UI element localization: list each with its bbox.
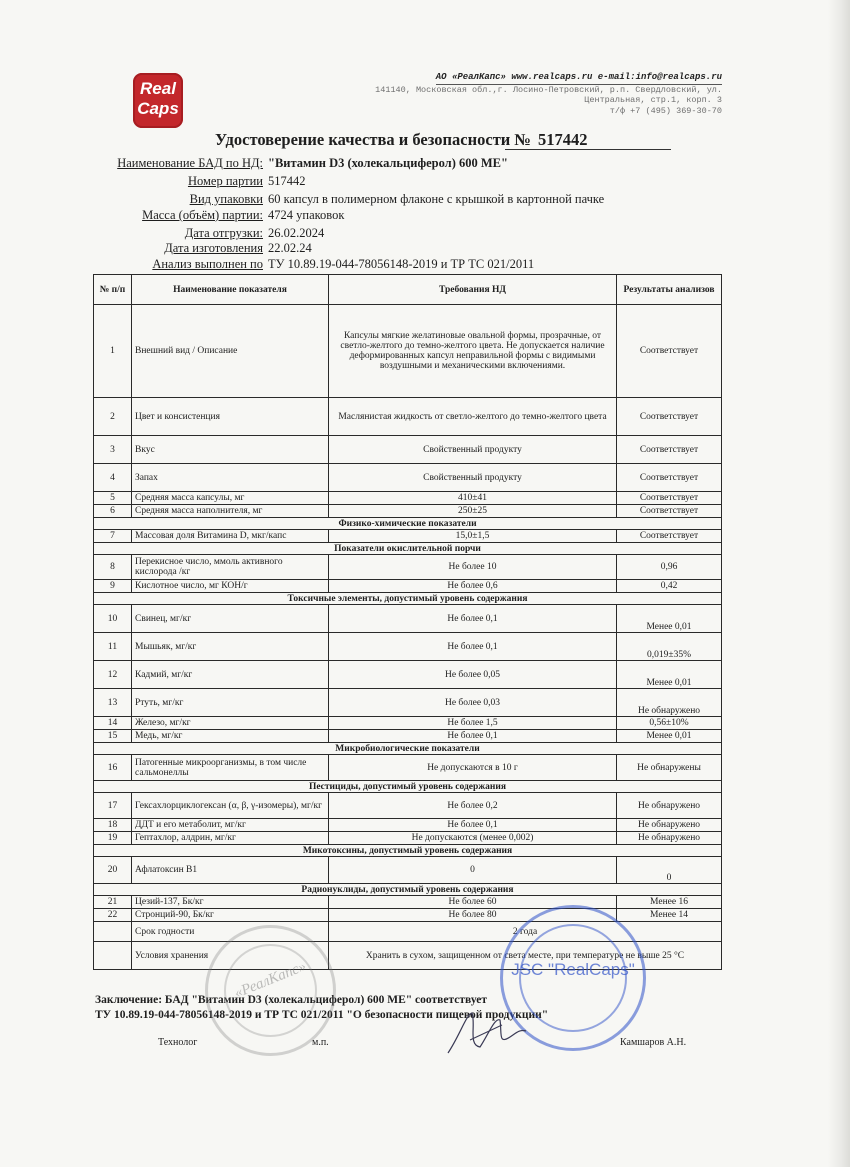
- requirement: Не более 0,6: [329, 580, 617, 593]
- result: Не обнаружены: [617, 755, 722, 781]
- logo-line-1: Real: [140, 79, 176, 98]
- row-number: 18: [94, 819, 132, 832]
- phone-line: т/ф +7 (495) 369-30-70: [609, 105, 722, 116]
- result: Соответствует: [617, 530, 722, 543]
- section-row: [94, 845, 722, 857]
- table-row: [94, 819, 722, 832]
- requirement: Свойственный продукту: [329, 464, 617, 492]
- indicator-name: Ртуть, мг/кг: [132, 689, 329, 717]
- row-number: 9: [94, 580, 132, 593]
- footer-label: Условия хранения: [132, 942, 329, 970]
- handwritten-signature: [440, 1005, 530, 1060]
- section-row: [94, 781, 722, 793]
- requirement: 410±41: [329, 492, 617, 505]
- row-number: 17: [94, 793, 132, 819]
- result: Соответствует: [617, 436, 722, 464]
- indicator-name: Медь, мг/кг: [132, 730, 329, 743]
- indicator-name: Цезий-137, Бк/кг: [132, 896, 329, 909]
- stamp-place: м.п.: [312, 1037, 329, 1048]
- table-row: [94, 436, 722, 464]
- section-row: [94, 543, 722, 555]
- table-row: [94, 580, 722, 593]
- blue-stamp-text: JSC "RealCaps": [511, 960, 635, 979]
- row-number: 7: [94, 530, 132, 543]
- info-label: Номер партии: [187, 174, 263, 188]
- table-row: [94, 896, 722, 909]
- section-row: [94, 518, 722, 530]
- table-row: [94, 305, 722, 398]
- info-label: Масса (объём) партии:: [142, 208, 263, 222]
- requirement: Не допускаются (менее 0,002): [329, 832, 617, 845]
- result: 0,56±10%: [617, 717, 722, 730]
- table-row: [94, 555, 722, 580]
- section-row: [94, 884, 722, 896]
- footer-value: Хранить в сухом, защищенном от света месте, при температуре не выше 25 °С: [329, 942, 722, 970]
- table-row: [94, 530, 722, 543]
- row-number: 16: [94, 755, 132, 781]
- gray-company-stamp: [205, 925, 336, 1056]
- result: Соответствует: [617, 464, 722, 492]
- requirement: Не более 0,1: [329, 730, 617, 743]
- result: Соответствует: [617, 505, 722, 518]
- section-title: Пестициды, допустимый уровень содержания: [94, 781, 722, 793]
- requirement: Маслянистая жидкость от светло-желтого до темно-желтого цвета: [329, 398, 617, 436]
- requirement: Не более 1,5: [329, 717, 617, 730]
- table-row: [94, 689, 722, 717]
- indicator-name: ДДТ и его метаболит, мг/кг: [132, 819, 329, 832]
- header-requirements: Требования НД: [329, 275, 617, 305]
- table-row: [94, 633, 722, 661]
- document-title: Удостоверение качества и безопасности №: [215, 130, 532, 149]
- requirement: Не более 60: [329, 896, 617, 909]
- table-row: [94, 857, 722, 884]
- indicator-name: Стронций-90, Бк/кг: [132, 909, 329, 922]
- requirement: 250±25: [329, 505, 617, 518]
- requirement: Капсулы мягкие желатиновые овальной формы, прозрачные, от светло-желтого до темно-желтого цвета. Не допускается наличие деформированных капсул неправильной формы с видимыми воздушными и механическими включениями.: [329, 305, 617, 398]
- requirement: Свойственный продукту: [329, 436, 617, 464]
- indicator-name: Внешний вид / Описание: [132, 305, 329, 398]
- row-number: 19: [94, 832, 132, 845]
- result: 0: [617, 857, 722, 884]
- requirement: Не более 0,2: [329, 793, 617, 819]
- signature-role: Технолог: [158, 1037, 198, 1048]
- requirement: Не более 0,05: [329, 661, 617, 689]
- table-row: [94, 909, 722, 922]
- row-number: 6: [94, 505, 132, 518]
- requirement: 0: [329, 857, 617, 884]
- table-row: [94, 505, 722, 518]
- indicator-name: Цвет и консистенция: [132, 398, 329, 436]
- indicator-name: Средняя масса капсулы, мг: [132, 492, 329, 505]
- section-title: Токсичные элементы, допустимый уровень содержания: [94, 593, 722, 605]
- indicator-name: Массовая доля Витамина D, мкг/капс: [132, 530, 329, 543]
- row-number: 11: [94, 633, 132, 661]
- info-value: 517442: [268, 174, 306, 188]
- gray-stamp-text: «РеалКапс»: [232, 958, 309, 1002]
- table-row: [94, 464, 722, 492]
- header-indicator: Наименование показателя: [132, 275, 329, 305]
- header-results: Результаты анализов: [617, 275, 722, 305]
- requirement: Не допускаются в 10 г: [329, 755, 617, 781]
- table-row: [94, 717, 722, 730]
- quality-table: [93, 274, 722, 970]
- row-number: 10: [94, 605, 132, 633]
- result: Соответствует: [617, 492, 722, 505]
- result: Не обнаружено: [617, 793, 722, 819]
- row-number: 13: [94, 689, 132, 717]
- indicator-name: Кадмий, мг/кг: [132, 661, 329, 689]
- row-number: 22: [94, 909, 132, 922]
- row-number: 3: [94, 436, 132, 464]
- row-number: 21: [94, 896, 132, 909]
- info-label: Дата изготовления: [164, 241, 263, 255]
- address-line-1: 141140, Московская обл.,г. Лосино-Петровский, р.п. Свердловский, ул.: [375, 84, 722, 95]
- row-number: 15: [94, 730, 132, 743]
- logo-line-2: Caps: [137, 99, 179, 118]
- requirement: Не более 0,1: [329, 605, 617, 633]
- section-title: Физико-химические показатели: [94, 518, 722, 530]
- result: Менее 14: [617, 909, 722, 922]
- row-number: 12: [94, 661, 132, 689]
- indicator-name: Гептахлор, алдрин, мг/кг: [132, 832, 329, 845]
- result: Не обнаружено: [617, 819, 722, 832]
- table-row: [94, 832, 722, 845]
- empty-cell: [94, 942, 132, 970]
- result: 0,42: [617, 580, 722, 593]
- row-number: 2: [94, 398, 132, 436]
- row-number: 14: [94, 717, 132, 730]
- table-row: [94, 755, 722, 781]
- info-value: 60 капсул в полимерном флаконе с крышкой в картонной пачке: [268, 192, 605, 206]
- section-row: [94, 593, 722, 605]
- info-value: 26.02.2024: [268, 226, 325, 240]
- row-number: 4: [94, 464, 132, 492]
- company-header-line: АО «РеалКапс» www.realcaps.ru e-mail:info@realcaps.ru: [436, 72, 722, 85]
- result: Менее 0,01: [617, 730, 722, 743]
- indicator-name: Свинец, мг/кг: [132, 605, 329, 633]
- empty-cell: [94, 922, 132, 942]
- conclusion-line-1: Заключение: БАД "Витамин D3 (холекальциферол) 600 МЕ" соответствует: [95, 994, 487, 1006]
- realcaps-logo: [133, 73, 183, 128]
- footer-value: 2 года: [329, 922, 722, 942]
- indicator-name: Патогенные микроорганизмы, в том числе сальмонеллы: [132, 755, 329, 781]
- result: Не обнаружено: [617, 689, 722, 717]
- requirement: Не более 0,03: [329, 689, 617, 717]
- info-label: Вид упаковки: [189, 192, 263, 206]
- section-title: Показатели окислительной порчи: [94, 543, 722, 555]
- row-number: 20: [94, 857, 132, 884]
- result: Менее 16: [617, 896, 722, 909]
- row-number: 8: [94, 555, 132, 580]
- indicator-name: Перекисное число, ммоль активного кислорода /кг: [132, 555, 329, 580]
- certificate-number: 517442: [505, 130, 671, 150]
- section-title: Микробиологические показатели: [94, 743, 722, 755]
- address-line-2: Центральная, стр.1, корп. 3: [584, 95, 722, 105]
- section-row: [94, 743, 722, 755]
- info-label: Дата отгрузки:: [184, 226, 263, 240]
- result: Менее 0,01: [617, 605, 722, 633]
- header-number: № п/п: [94, 275, 132, 305]
- company-contact-block: [375, 72, 722, 116]
- table-row: [94, 730, 722, 743]
- indicator-name: Средняя масса наполнителя, мг: [132, 505, 329, 518]
- requirement: 15,0±1,5: [329, 530, 617, 543]
- indicator-name: Гексахлорциклогексан (α, β, γ-изомеры), мг/кг: [132, 793, 329, 819]
- info-label: Анализ выполнен по: [152, 257, 263, 271]
- info-value: ТУ 10.89.19-044-78056148-2019 и ТР ТС 021/2011: [268, 257, 535, 271]
- indicator-name: Вкус: [132, 436, 329, 464]
- requirement: Не более 0,1: [329, 633, 617, 661]
- requirement: Не более 0,1: [329, 819, 617, 832]
- table-row: [94, 492, 722, 505]
- requirement: Не более 10: [329, 555, 617, 580]
- row-number: 1: [94, 305, 132, 398]
- info-value: 4724 упаковок: [268, 208, 345, 222]
- section-title: Радионуклиды, допустимый уровень содержания: [94, 884, 722, 896]
- result: 0,019±35%: [617, 633, 722, 661]
- section-title: Микотоксины, допустимый уровень содержания: [94, 845, 722, 857]
- conclusion-line-2: ТУ 10.89.19-044-78056148-2019 и ТР ТС 021/2011 "О безопасности пищевой продукции": [95, 1009, 549, 1021]
- info-value: 22.02.24: [268, 241, 312, 255]
- result: Соответствует: [617, 305, 722, 398]
- footer-label: Срок годности: [132, 922, 329, 942]
- row-number: 5: [94, 492, 132, 505]
- table-row: [94, 793, 722, 819]
- indicator-name: Мышьяк, мг/кг: [132, 633, 329, 661]
- indicator-name: Железо, мг/кг: [132, 717, 329, 730]
- table-row: [94, 605, 722, 633]
- indicator-name: Запах: [132, 464, 329, 492]
- table-row: [94, 661, 722, 689]
- scan-edge-shadow: [828, 0, 850, 1167]
- info-value: "Витамин D3 (холекальциферол) 600 МЕ": [268, 156, 508, 170]
- result: Не обнаружено: [617, 832, 722, 845]
- indicator-name: Кислотное число, мг КОН/г: [132, 580, 329, 593]
- result: Соответствует: [617, 398, 722, 436]
- result: 0,96: [617, 555, 722, 580]
- result: Менее 0,01: [617, 661, 722, 689]
- signer-name: Камшаров А.Н.: [620, 1037, 687, 1048]
- indicator-name: Афлатоксин В1: [132, 857, 329, 884]
- requirement: Не более 80: [329, 909, 617, 922]
- table-row: [94, 398, 722, 436]
- info-label: Наименование БАД по НД:: [117, 156, 263, 170]
